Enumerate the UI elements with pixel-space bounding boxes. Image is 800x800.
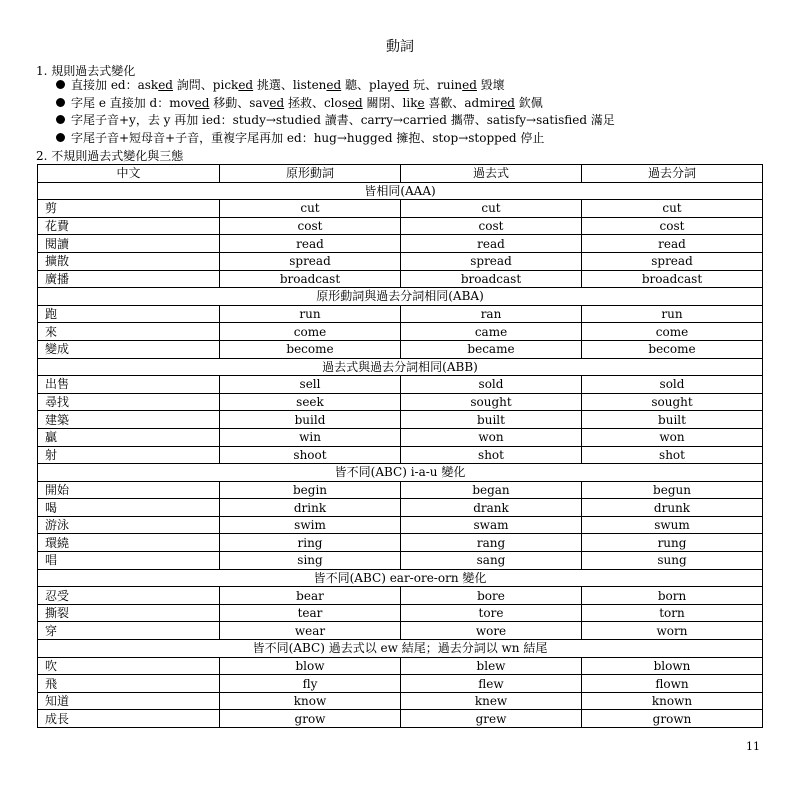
cell-past-tense: came xyxy=(401,323,582,341)
cell-past-tense: became xyxy=(401,340,582,358)
cell-base-form: swim xyxy=(220,516,401,534)
cell-past-tense: spread xyxy=(401,252,582,270)
rule-text: 毀壞 xyxy=(476,78,505,92)
cell-chinese: 變成 xyxy=(38,340,220,358)
cell-past-participle: cut xyxy=(582,200,763,218)
cell-chinese: 出售 xyxy=(38,376,220,394)
cell-past-tense: won xyxy=(401,428,582,446)
rule-text: 喜歡、admir xyxy=(424,95,501,110)
cell-past-tense: shot xyxy=(401,446,582,464)
cell-past-tense: cost xyxy=(401,217,582,235)
bullet-icon xyxy=(56,80,65,89)
underlined-suffix: e xyxy=(417,95,425,110)
cell-past-participle: come xyxy=(582,323,763,341)
underlined-suffix: ed xyxy=(269,95,285,110)
table-row xyxy=(38,200,763,218)
rule-item xyxy=(56,77,615,95)
group-title: 過去式與過去分詞相同(ABB) xyxy=(38,358,763,376)
underlined-suffix: ed xyxy=(500,95,515,110)
cell-past-participle: sought xyxy=(582,393,763,411)
table-row xyxy=(38,340,763,358)
group-header-row xyxy=(38,464,763,482)
cell-past-participle: blown xyxy=(582,657,763,675)
cell-base-form: shoot xyxy=(220,446,401,464)
cell-past-tense: sought xyxy=(401,393,582,411)
underlined-suffix: ed xyxy=(158,78,173,92)
bullet-icon xyxy=(56,98,65,107)
table-row xyxy=(38,675,763,693)
table-row xyxy=(38,710,763,728)
cell-base-form: tear xyxy=(220,604,401,622)
cell-chinese: 來 xyxy=(38,323,220,341)
cell-base-form: win xyxy=(220,428,401,446)
cell-base-form: bear xyxy=(220,587,401,605)
table-row xyxy=(38,411,763,429)
table-header-row xyxy=(38,165,763,183)
rule-text: 挑選、listen xyxy=(253,78,327,92)
cell-past-participle: shot xyxy=(582,446,763,464)
cell-chinese: 跑 xyxy=(38,305,220,323)
cell-chinese: 環繞 xyxy=(38,534,220,552)
page-number: 11 xyxy=(746,740,760,753)
cell-past-participle: sold xyxy=(582,376,763,394)
cell-past-participle: won xyxy=(582,428,763,446)
cell-chinese: 花費 xyxy=(38,217,220,235)
cell-past-participle: spread xyxy=(582,252,763,270)
cell-chinese: 建築 xyxy=(38,411,220,429)
cell-past-tense: knew xyxy=(401,692,582,710)
cell-base-form: run xyxy=(220,305,401,323)
cell-base-form: cost xyxy=(220,217,401,235)
group-title: 原形動詞與過去分詞相同(ABA) xyxy=(38,288,763,306)
group-title: 皆不同(ABC) i-a-u 變化 xyxy=(38,464,763,482)
cell-chinese: 喝 xyxy=(38,499,220,517)
group-header-row xyxy=(38,358,763,376)
cell-past-participle: become xyxy=(582,340,763,358)
cell-chinese: 飛 xyxy=(38,675,220,693)
cell-chinese: 穿 xyxy=(38,622,220,640)
rule-item xyxy=(56,130,615,148)
bullet-icon xyxy=(56,115,65,124)
rule-item xyxy=(56,95,615,113)
header-past-tense: 過去式 xyxy=(401,165,582,183)
cell-base-form: become xyxy=(220,340,401,358)
cell-past-participle: begun xyxy=(582,481,763,499)
verb-table xyxy=(37,164,763,728)
cell-chinese: 擴散 xyxy=(38,252,220,270)
table-row xyxy=(38,481,763,499)
cell-chinese: 廣播 xyxy=(38,270,220,288)
cell-chinese: 忍受 xyxy=(38,587,220,605)
cell-past-participle: born xyxy=(582,587,763,605)
group-title: 皆不同(ABC) 過去式以 ew 結尾；過去分詞以 wn 結尾 xyxy=(38,640,763,658)
cell-past-tense: swam xyxy=(401,516,582,534)
cell-past-tense: sold xyxy=(401,376,582,394)
cell-past-tense: broadcast xyxy=(401,270,582,288)
cell-chinese: 成長 xyxy=(38,710,220,728)
section-2-heading: 2. 不規則過去式變化與三態 xyxy=(36,149,184,163)
table-row xyxy=(38,499,763,517)
cell-past-tense: blew xyxy=(401,657,582,675)
header-base-form: 原形動詞 xyxy=(220,165,401,183)
table-row xyxy=(38,217,763,235)
cell-chinese: 射 xyxy=(38,446,220,464)
cell-past-participle: torn xyxy=(582,604,763,622)
underlined-suffix: ed xyxy=(462,78,477,92)
cell-past-tense: grew xyxy=(401,710,582,728)
rule-item xyxy=(56,112,615,130)
table-row xyxy=(38,376,763,394)
rule-text: 聽、play xyxy=(341,78,395,92)
cell-chinese: 知道 xyxy=(38,692,220,710)
cell-past-participle: run xyxy=(582,305,763,323)
cell-base-form: read xyxy=(220,235,401,253)
cell-past-participle: known xyxy=(582,692,763,710)
cell-past-participle: cost xyxy=(582,217,763,235)
cell-past-tense: built xyxy=(401,411,582,429)
cell-past-participle: flown xyxy=(582,675,763,693)
cell-past-participle: built xyxy=(582,411,763,429)
cell-base-form: wear xyxy=(220,622,401,640)
header-chinese: 中文 xyxy=(38,165,220,183)
table-row xyxy=(38,604,763,622)
cell-past-participle: drunk xyxy=(582,499,763,517)
rule-text: 玩、ruin xyxy=(409,78,463,92)
cell-past-tense: tore xyxy=(401,604,582,622)
table-row xyxy=(38,534,763,552)
rule-text: 關閉、lik xyxy=(362,95,418,110)
rule-text: 詢問、pick xyxy=(172,78,239,92)
group-header-row xyxy=(38,569,763,587)
cell-base-form: sell xyxy=(220,376,401,394)
cell-past-participle: read xyxy=(582,235,763,253)
cell-base-form: build xyxy=(220,411,401,429)
cell-past-tense: drank xyxy=(401,499,582,517)
cell-past-participle: sung xyxy=(582,552,763,570)
rule-text: 拯救、clos xyxy=(284,95,348,110)
cell-base-form: come xyxy=(220,323,401,341)
group-title: 皆不同(ABC) ear-ore-orn 變化 xyxy=(38,569,763,587)
cell-base-form: sing xyxy=(220,552,401,570)
cell-chinese: 贏 xyxy=(38,428,220,446)
cell-base-form: fly xyxy=(220,675,401,693)
cell-past-participle: grown xyxy=(582,710,763,728)
cell-past-participle: rung xyxy=(582,534,763,552)
cell-chinese: 閱讀 xyxy=(38,235,220,253)
table-row xyxy=(38,516,763,534)
cell-past-participle: worn xyxy=(582,622,763,640)
group-header-row xyxy=(38,640,763,658)
rule-text: 字尾子音+y，去 y 再加 ied：study→studied 讀書、carry→carried 攜帶、satisfy→satisfied 滿足 xyxy=(71,113,615,128)
bullet-icon xyxy=(56,133,65,142)
table-row xyxy=(38,428,763,446)
cell-past-tense: read xyxy=(401,235,582,253)
table-row xyxy=(38,323,763,341)
cell-chinese: 吹 xyxy=(38,657,220,675)
cell-base-form: blow xyxy=(220,657,401,675)
group-header-row xyxy=(38,288,763,306)
underlined-suffix: ed xyxy=(347,95,363,110)
cell-past-participle: broadcast xyxy=(582,270,763,288)
rule-text: 移動、sav xyxy=(209,95,270,110)
group-header-row xyxy=(38,182,763,200)
table-row xyxy=(38,305,763,323)
header-past-participle: 過去分詞 xyxy=(582,165,763,183)
cell-past-tense: cut xyxy=(401,200,582,218)
page-title: 動詞 xyxy=(386,39,414,55)
cell-base-form: cut xyxy=(220,200,401,218)
cell-chinese: 游泳 xyxy=(38,516,220,534)
cell-past-tense: flew xyxy=(401,675,582,693)
table-row xyxy=(38,235,763,253)
cell-past-participle: swum xyxy=(582,516,763,534)
cell-base-form: ring xyxy=(220,534,401,552)
table-row xyxy=(38,446,763,464)
table-row xyxy=(38,622,763,640)
table-row xyxy=(38,252,763,270)
cell-chinese: 尋找 xyxy=(38,393,220,411)
cell-chinese: 開始 xyxy=(38,481,220,499)
section-1-heading: 1. 規則過去式變化 xyxy=(36,64,136,78)
cell-chinese: 剪 xyxy=(38,200,220,218)
cell-base-form: broadcast xyxy=(220,270,401,288)
cell-chinese: 唱 xyxy=(38,552,220,570)
cell-base-form: drink xyxy=(220,499,401,517)
table-row xyxy=(38,270,763,288)
cell-chinese: 撕裂 xyxy=(38,604,220,622)
group-title: 皆相同(AAA) xyxy=(38,182,763,200)
table-row xyxy=(38,552,763,570)
cell-past-tense: rang xyxy=(401,534,582,552)
underlined-suffix: ed xyxy=(238,78,254,92)
underlined-suffix: ed xyxy=(326,78,342,92)
rules-list xyxy=(56,77,615,147)
rule-text: 字尾子音+短母音+子音，重複字尾再加 ed：hug→hugged 擁抱、stop→stopped 停止 xyxy=(71,130,545,145)
rule-text: 直接加 ed：ask xyxy=(71,78,159,92)
cell-base-form: know xyxy=(220,692,401,710)
cell-base-form: grow xyxy=(220,710,401,728)
cell-past-tense: bore xyxy=(401,587,582,605)
cell-past-tense: wore xyxy=(401,622,582,640)
table-row xyxy=(38,393,763,411)
cell-past-tense: sang xyxy=(401,552,582,570)
underlined-suffix: ed xyxy=(394,78,410,92)
cell-past-tense: began xyxy=(401,481,582,499)
table-row xyxy=(38,587,763,605)
underlined-suffix: ed xyxy=(194,95,210,110)
cell-past-tense: ran xyxy=(401,305,582,323)
rule-text: 欽佩 xyxy=(514,95,543,110)
cell-base-form: spread xyxy=(220,252,401,270)
cell-base-form: seek xyxy=(220,393,401,411)
cell-base-form: begin xyxy=(220,481,401,499)
table-row xyxy=(38,657,763,675)
table-row xyxy=(38,692,763,710)
rule-text: 字尾 e 直接加 d：mov xyxy=(71,95,195,110)
